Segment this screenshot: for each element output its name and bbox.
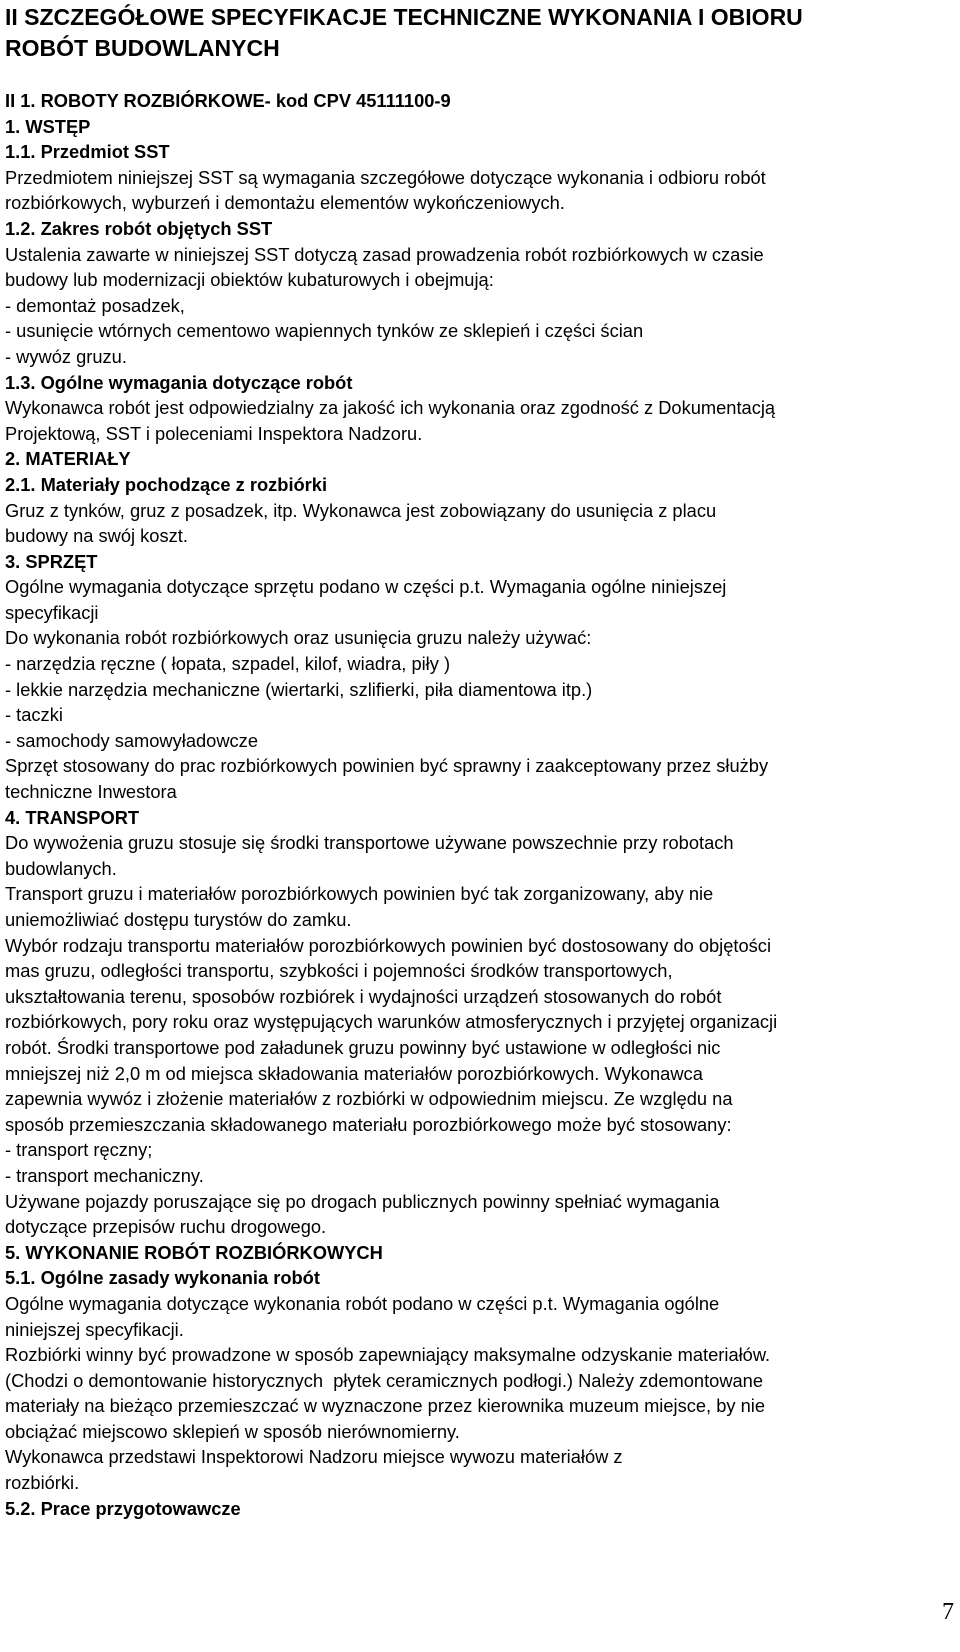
text-line: - lekkie narzędzia mechaniczne (wiertarki, szlifierki, piła diamentowa itp.) <box>5 678 593 700</box>
section-heading: 5.1. Ogólne zasady wykonania robót <box>5 1267 320 1289</box>
text-line: niniejszej specyfikacji. <box>5 1318 184 1340</box>
section-heading: 1.3. Ogólne wymagania dotyczące robót <box>5 371 353 393</box>
text-line: Ustalenia zawarte w niniejszej SST dotyczą zasad prowadzenia robót rozbiórkowych w czasie <box>5 243 764 265</box>
text-line: - usunięcie wtórnych cementowo wapiennych tynków ze sklepień i części ścian <box>5 320 644 342</box>
text-line: - taczki <box>5 704 63 726</box>
section-heading: II 1. ROBOTY ROZBIÓRKOWE- kod CPV 45111100-9 <box>5 90 451 111</box>
section-heading: 4. TRANSPORT <box>5 806 140 828</box>
text-line: Wykonawca robót jest odpowiedzialny za jakość ich wykonania oraz zgodność z Dokumentacją <box>5 397 776 419</box>
text-line: zapewnia wywóz i złożenie materiałów z rozbiórki w odpowiednim miejscu. Ze względu na <box>5 1088 733 1110</box>
text-line: materiały na bieżąco przemieszczać w wyznaczone przez kierownika muzeum miejsce, by nie <box>5 1395 765 1417</box>
text-line: Wykonawca przedstawi Inspektorowi Nadzoru miejsce wywozu materiałów z <box>5 1446 623 1468</box>
text-line: Do wykonania robót rozbiórkowych oraz usunięcia gruzu należy używać: <box>5 627 592 649</box>
section-heading: 2. MATERIAŁY <box>5 448 131 470</box>
section-heading: 3. SPRZĘT <box>5 550 98 572</box>
text-line: sposób przemieszczania składowanego materiału porozbiórkowego może być stosowany: <box>5 1113 732 1135</box>
text-line: Przedmiotem niniejszej SST są wymagania szczegółowe dotyczące wykonania i odbioru robót <box>5 166 766 188</box>
section-heading: 5.2. Prace przygotowawcze <box>5 1497 241 1519</box>
text-line: uniemożliwiać dostępu turystów do zamku. <box>5 909 352 930</box>
text-line: Ogólne wymagania dotyczące sprzętu podano w części p.t. Wymagania ogólne niniejszej <box>5 576 727 598</box>
text-line: robót. Środki transportowe pod załadunek gruzu powinny być ustawione w odległości nic <box>5 1036 721 1058</box>
text-line: - demontaż posadzek, <box>5 294 185 316</box>
text-line: - transport mechaniczny. <box>5 1164 204 1186</box>
text-line: Gruz z tynków, gruz z posadzek, itp. Wykonawca jest zobowiązany do usunięcia z placu <box>5 499 717 521</box>
text-line: specyfikacji <box>5 601 99 623</box>
text-line: Do wywożenia gruzu stosuje się środki transportowe używane powszechnie przy robotach <box>5 832 734 854</box>
text-line: Transport gruzu i materiałów porozbiórkowych powinien być tak zorganizowany, aby nie <box>5 883 714 905</box>
text-line: budowy na swój koszt. <box>5 525 188 547</box>
text-line: - transport ręczny; <box>5 1139 153 1161</box>
section-heading: 2.1. Materiały pochodzące z rozbiórki <box>5 473 328 495</box>
text-line: obciążać miejscowo sklepień w sposób nierównomierny. <box>5 1420 460 1442</box>
text-line: rozbiórkowych, pory roku oraz występujących warunków atmosferycznych i przyjętej organizacji <box>5 1011 778 1033</box>
text-line: Rozbiórki winny być prowadzone w sposób zapewniający maksymalne odzyskanie materiałów. <box>5 1344 771 1366</box>
text-line: Sprzęt stosowany do prac rozbiórkowych powinien być sprawny i zaakceptowany przez służby <box>5 755 769 777</box>
text-line: budowy lub modernizacji obiektów kubaturowych i obejmują: <box>5 269 494 291</box>
page-number: 7 <box>942 1599 954 1625</box>
text-line: rozbiórki. <box>5 1472 80 1494</box>
text-line: Projektową, SST i poleceniami Inspektora Nadzoru. <box>5 422 423 444</box>
title-line: II SZCZEGÓŁOWE SPECYFIKACJE TECHNICZNE WYKONANIA I OBIORU <box>5 4 803 30</box>
document-body <box>5 88 955 1521</box>
section-heading: 5. WYKONANIE ROBÓT ROZBIÓRKOWYCH <box>5 1241 383 1263</box>
title-line: ROBÓT BUDOWLANYCH <box>5 35 280 61</box>
text-line: Używane pojazdy poruszające się po drogach publicznych powinny spełniać wymagania <box>5 1190 720 1212</box>
section-heading: 1.2. Zakres robót objętych SST <box>5 217 273 239</box>
text-line: Wybór rodzaju transportu materiałów porozbiórkowych powinien być dostosowany do objętości <box>5 934 772 956</box>
text-line: techniczne Inwestora <box>5 781 177 803</box>
text-line: Ogólne wymagania dotyczące wykonania robót podano w części p.t. Wymagania ogólne <box>5 1292 720 1314</box>
text-line: ukształtowania terenu, sposobów rozbiórek i wydajności urządzeń stosowanych do robót <box>5 985 722 1007</box>
section-heading: 1.1. Przedmiot SST <box>5 141 170 163</box>
text-line: rozbiórkowych, wyburzeń i demontażu elementów wykończeniowych. <box>5 192 565 214</box>
text-line: - wywóz gruzu. <box>5 345 127 367</box>
text-line: mas gruzu, odległości transportu, szybkości i pojemności środków transportowych, <box>5 960 673 982</box>
text-line: - samochody samowyładowcze <box>5 729 258 751</box>
section-heading: 1. WSTĘP <box>5 115 91 137</box>
text-line: budowlanych. <box>5 857 117 879</box>
document-title <box>5 2 955 64</box>
text-line: mniejszej niż 2,0 m od miejsca składowania materiałów porozbiórkowych. Wykonawca <box>5 1062 703 1084</box>
text-line: - narzędzia ręczne ( łopata, szpadel, kilof, wiadra, piły ) <box>5 653 451 675</box>
text-line: (Chodzi o demontowanie historycznych płytek ceramicznych podłogi.) Należy zdemontowane <box>5 1369 764 1391</box>
text-line: dotyczące przepisów ruchu drogowego. <box>5 1216 327 1238</box>
